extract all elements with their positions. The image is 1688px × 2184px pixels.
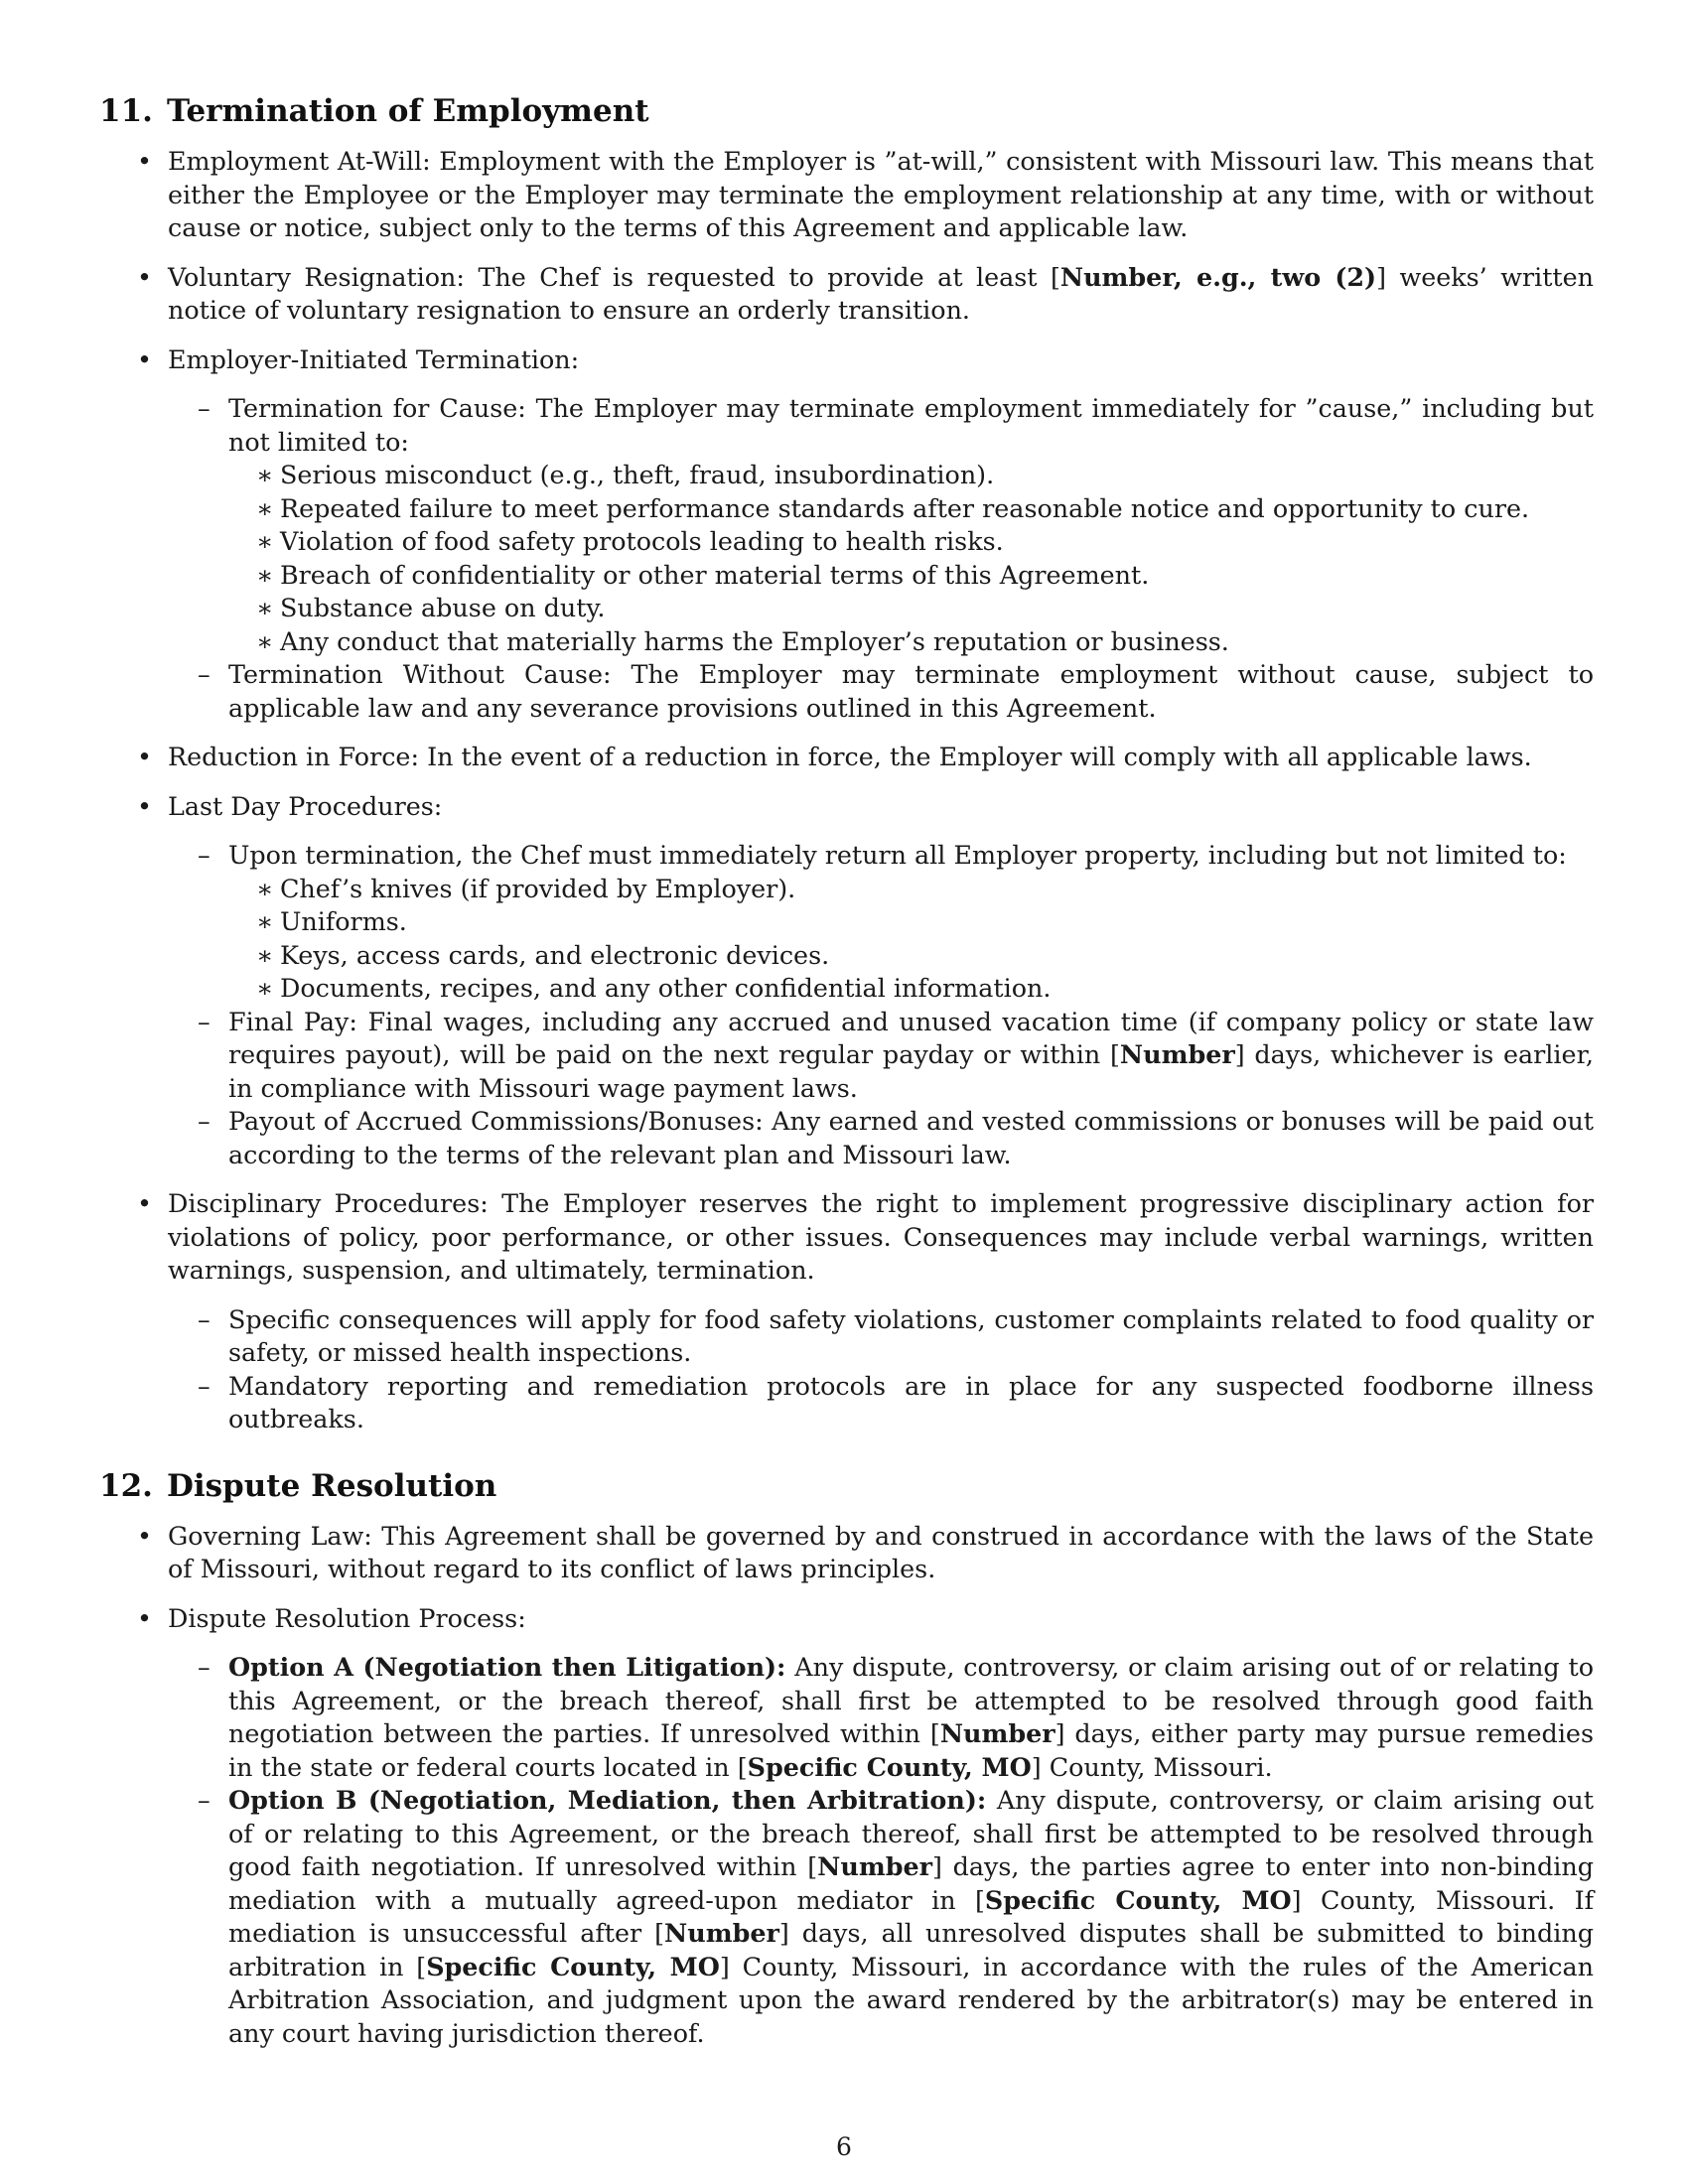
return-property-text: Upon termination, the Chef must immediately return all Employer property, including but not limited to: — [228, 840, 1567, 870]
payout-text: Payout of Accrued Commissions/Bonuses: Any earned and vested commissions or bonuses will be paid out according to the terms of the relevant plan and Missouri law. — [228, 1106, 1594, 1169]
section-title: Dispute Resolution — [166, 1467, 497, 1504]
sub-list-item: – Specific consequences will apply for food safety violations, customer complaints related to food quality or safety, or missed health inspections. — [198, 1303, 1594, 1367]
last-day-text: Last Day Procedures: — [168, 790, 443, 821]
section-12-list — [99, 1520, 1594, 2051]
sub-list — [168, 392, 1594, 725]
disciplinary-text: Disciplinary Procedures: The Employer reserves the right to implement progressive disciplinary action for violations of policy, poor performance, or other issues. Consequences may include verbal warnings, written warnings, suspension, and ultimately, termination. — [168, 1188, 1594, 1285]
sub-list-item — [168, 1006, 1594, 1106]
process-text: Dispute Resolution Process: — [168, 1602, 526, 1633]
dash-icon: – — [198, 1106, 211, 1136]
bullet-icon: • — [137, 742, 152, 771]
list-item — [99, 261, 1594, 328]
section-number: 12. — [99, 1467, 153, 1504]
list-item — [99, 1602, 1594, 2051]
sub-list-item — [168, 1105, 1594, 1171]
bullet-icon: • — [137, 790, 152, 821]
asterisk-icon: ∗ — [256, 460, 274, 489]
section-11-heading — [99, 91, 1594, 131]
asterisk-icon: ∗ — [256, 625, 274, 656]
sub-list-item — [168, 658, 1594, 725]
dash-icon: – — [198, 1006, 211, 1036]
sub-list — [168, 1303, 1594, 1436]
list-item — [99, 741, 1594, 774]
bullet-icon: • — [137, 1188, 152, 1218]
option-b-text: Option B (Negotiation, Mediation, then Arbitration): Any dispute, controversy, or claim arising out of or relating to this Agreement, or the breach thereof, shall first be attempted to be resolved through good faith negotiation. If unresolved within [Number] days, the parties agree to enter into non-binding mediation with a mutually agreed-upon mediator in [Specific County, MO] County, Missouri. If mediation is unsuccessful after [Number] days, all unresolved disputes shall be submitted to binding arbitration in [Specific County, MO] County, Missouri, in accordance with the rules of the American Arbitration Association, and judgment upon the award rendered by the arbitrator(s) may be entered in any court having jurisdiction thereof. — [228, 1785, 1595, 2048]
section-number: 11. — [99, 93, 153, 129]
list-item — [99, 790, 1594, 1172]
dash-icon: – — [198, 1303, 211, 1334]
option-a — [168, 1651, 1594, 1784]
resignation-text: Voluntary Resignation: The Chef is requested to provide at least [Number, e.g., two (2)] weeks’ written notice of voluntary resignation to ensure an orderly transition. — [168, 261, 1594, 325]
sub-list-item — [168, 392, 1594, 658]
asterisk-icon: ∗ — [256, 939, 274, 970]
asterisk-icon: ∗ — [256, 526, 274, 556]
cause-item: ∗ Any conduct that materially harms the Employer’s reputation or business. — [228, 625, 1594, 659]
dash-icon: – — [198, 393, 211, 423]
sub-list — [168, 839, 1594, 1171]
cause-item: ∗ Repeated failure to meet performance standards after reasonable notice and opportunity to cure. — [228, 492, 1594, 526]
section-title: Termination of Employment — [166, 93, 649, 129]
dash-icon: – — [198, 840, 211, 870]
bullet-icon: • — [137, 261, 152, 292]
dash-icon: – — [198, 1785, 211, 1815]
cause-item: ∗ Substance abuse on duty. — [228, 592, 1594, 625]
list-item — [99, 1520, 1594, 1586]
asterisk-icon: ∗ — [256, 906, 274, 936]
bullet-icon: • — [137, 146, 152, 176]
bullet-icon: • — [137, 1602, 152, 1633]
sub-list-item: – Mandatory reporting and remediation protocols are in place for any suspected foodborne illness outbreaks. — [198, 1370, 1594, 1433]
asterisk-icon: ∗ — [256, 873, 274, 903]
document-page — [99, 91, 1594, 2066]
final-pay-text: Final Pay: Final wages, including any accrued and unused vacation time (if company policy or state law requires payout), will be paid on the next regular payday or within [Number] days, whichever is earlier, in compliance with Missouri wage payment laws. — [228, 1006, 1594, 1103]
asterisk-icon: ∗ — [256, 492, 274, 523]
cause-item: ∗ Serious misconduct (e.g., theft, fraud, insubordination). — [228, 459, 1594, 492]
sub-list — [168, 1651, 1594, 2050]
cause-item: ∗ Violation of food safety protocols leading to health risks. — [228, 525, 1594, 559]
governing-law-text: Governing Law: This Agreement shall be governed by and construed in accordance with the laws of the State of Missouri, without regard to its conflict of laws principles. — [168, 1520, 1594, 1583]
asterisk-icon: ∗ — [256, 593, 274, 622]
list-item — [99, 145, 1594, 245]
property-item: ∗ Chef’s knives (if provided by Employer). — [228, 873, 1594, 906]
section-11-list — [99, 145, 1594, 1436]
dash-icon: – — [198, 1652, 211, 1682]
cause-item: ∗ Breach of confidentiality or other material terms of this Agreement. — [228, 559, 1594, 593]
page-number: 6 — [836, 2132, 852, 2161]
employer-termination-text: Employer-Initiated Termination: — [168, 343, 580, 374]
section-12-heading — [99, 1466, 1594, 1506]
at-will-text: Employment At-Will: Employment with the Employer is ”at-will,” consistent with Missouri law. This means that either the Employee or the Employer may terminate the employment relationship at any time, with or without cause or notice, subject only to the terms of this Agreement and applicable law. — [168, 146, 1594, 242]
for-cause-text: Termination for Cause: The Employer may terminate employment immediately for ”cause,” including but not limited to: — [228, 393, 1594, 457]
asterisk-icon: ∗ — [256, 973, 274, 1003]
property-item: ∗ Keys, access cards, and electronic devices. — [228, 939, 1594, 973]
reduction-text: Reduction in Force: In the event of a reduction in force, the Employer will comply with all applicable laws. — [168, 742, 1532, 771]
dash-icon: – — [198, 659, 211, 689]
sub-list-item — [168, 839, 1594, 1006]
dash-icon: – — [198, 1370, 211, 1401]
bullet-icon: • — [137, 1520, 152, 1551]
property-list — [228, 873, 1594, 1006]
list-item — [99, 343, 1594, 726]
property-item: ∗ Uniforms. — [228, 905, 1594, 939]
without-cause-text: Termination Without Cause: The Employer may terminate employment without cause, subject to applicable law and any severance provisions outlined in this Agreement. — [228, 659, 1594, 723]
cause-list — [228, 459, 1594, 658]
bullet-icon: • — [137, 343, 152, 374]
option-b — [168, 1784, 1594, 2050]
list-item — [99, 1187, 1594, 1436]
property-item: ∗ Documents, recipes, and any other confidential information. — [228, 972, 1594, 1006]
option-a-text: Option A (Negotiation then Litigation): Any dispute, controversy, or claim arising out of or relating to this Agreement, or the breach thereof, shall first be attempted to be resolved through good faith negotiation between the parties. If unresolved within [Number] days, either party may pursue remedies in the state or federal courts located in [Specific County, MO] County, Missouri. — [228, 1652, 1595, 1782]
asterisk-icon: ∗ — [256, 559, 274, 590]
